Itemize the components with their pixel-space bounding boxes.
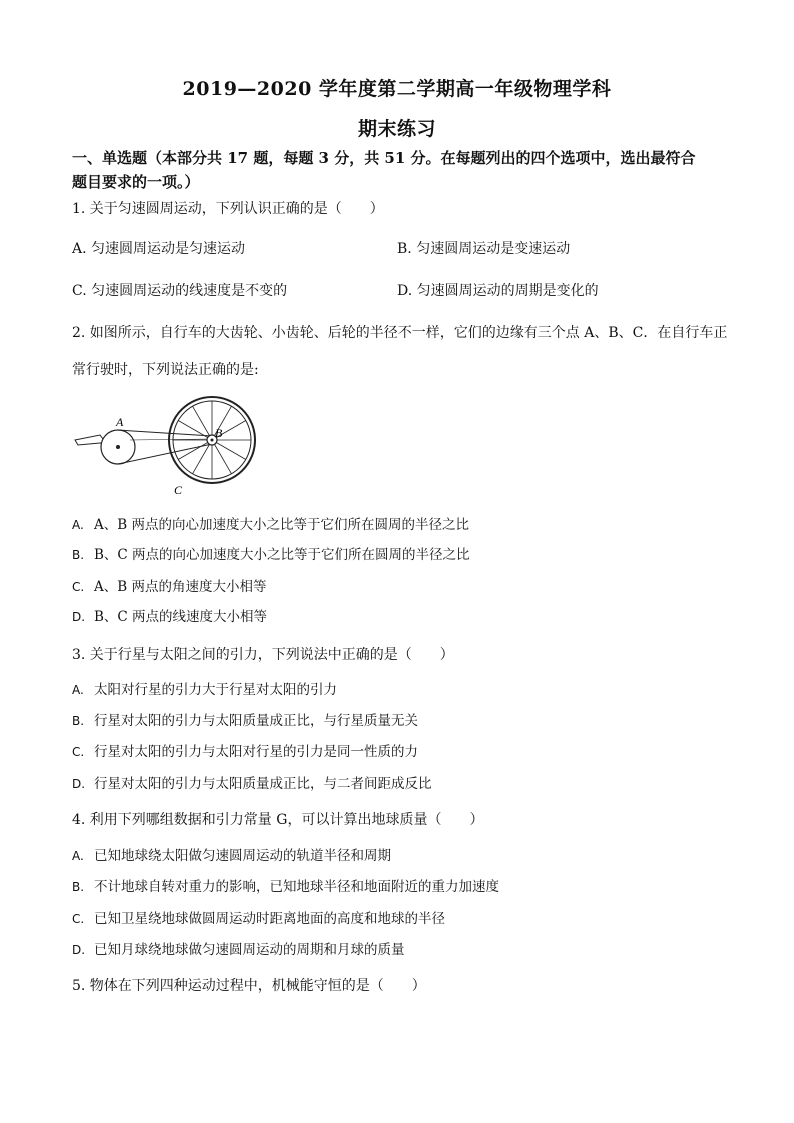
chain-top: [118, 430, 212, 436]
option-text: 匀速圆周运动是匀速运动: [91, 241, 246, 257]
option-letter: C.: [72, 283, 87, 299]
section-heading-line1: 一、单选题（本部分共 17 题，每题 3 分，共 51 分。在每题列出的四个选项中，选出最符合: [72, 149, 696, 167]
option-text: 匀速圆周运动是变速运动: [416, 241, 571, 257]
option-letter: A.: [72, 683, 84, 697]
question-4-option-b: [72, 877, 499, 897]
question-1-option-d: [397, 281, 599, 301]
option-text: A、B 两点的角速度大小相等: [94, 579, 267, 595]
option-letter: C.: [72, 580, 85, 594]
question-3-option-a: [72, 680, 337, 700]
question-3-option-b: [72, 711, 418, 731]
label-c: C: [174, 483, 183, 497]
question-1-option-b: [397, 239, 570, 259]
section-heading-line2: 题目要求的一项。）: [72, 173, 200, 191]
big-gear-axle: [116, 445, 120, 449]
option-text: A、B 两点的向心加速度大小之比等于它们所在圆周的半径之比: [94, 517, 469, 533]
option-text: 太阳对行星的引力大于行星对太阳的引力: [94, 682, 337, 698]
option-letter: B.: [72, 714, 85, 728]
question-2-option-b: [72, 545, 470, 565]
option-text: B、C 两点的向心加速度大小之比等于它们所在圆周的半径之比: [94, 547, 470, 563]
question-2-stem-line1: 2. 如图所示，自行车的大齿轮、小齿轮、后轮的半径不一样，它们的边缘有三个点 A、B、C．在自行车正: [72, 325, 728, 341]
option-text: B、C 两点的线速度大小相等: [94, 609, 268, 625]
option-text: 已知卫星绕地球做圆周运动时距离地面的高度和地球的半径: [94, 911, 445, 927]
option-letter: A.: [72, 241, 87, 257]
question-2-option-d: [72, 607, 267, 627]
question-2-option-a: [72, 515, 469, 535]
question-2-option-c: [72, 577, 266, 597]
question-1-option-c: [72, 281, 287, 301]
exam-title: 2019—2020 学年度第二学期高一年级物理学科: [182, 78, 612, 100]
question-3-option-d: [72, 774, 432, 794]
option-text: 已知月球绕地球做匀速圆周运动的周期和月球的质量: [94, 942, 405, 958]
option-text: 行星对太阳的引力与太阳质量成正比，与二者间距成反比: [94, 776, 432, 792]
hub: [211, 439, 214, 442]
exam-subtitle: 期末练习: [357, 118, 436, 140]
option-text: 已知地球绕太阳做匀速圆周运动的轨道半径和周期: [94, 848, 391, 864]
option-text: 不计地球自转对重力的影响，已知地球半径和地面附近的重力加速度: [94, 879, 499, 895]
label-a: A: [116, 415, 124, 429]
option-letter: C.: [72, 745, 85, 759]
option-text: 行星对太阳的引力与太阳对行星的引力是同一性质的力: [94, 744, 418, 760]
question-4-option-a: [72, 846, 391, 866]
option-letter: D.: [72, 777, 86, 791]
bicycle-gear-figure: [70, 395, 260, 505]
question-3-stem: 3. 关于行星与太阳之间的引力，下列说法中正确的是（ ）: [72, 647, 454, 663]
question-4-option-c: [72, 909, 445, 929]
question-4-option-d: [72, 940, 405, 960]
question-4-stem: 4. 利用下列哪组数据和引力常量 G，可以计算出地球质量（ ）: [72, 812, 484, 828]
section-heading: [72, 146, 732, 194]
question-1-stem: 1. 关于匀速圆周运动，下列认识正确的是（ ）: [72, 201, 384, 217]
option-letter: B.: [72, 880, 85, 894]
option-text: 匀速圆周运动的线速度是不变的: [91, 283, 288, 299]
option-text: 行星对太阳的引力与太阳质量成正比，与行星质量无关: [94, 713, 418, 729]
question-1-option-a: [72, 239, 245, 259]
question-3-option-c: [72, 742, 418, 762]
option-letter: D.: [72, 943, 86, 957]
label-b: B: [215, 426, 223, 440]
option-letter: B.: [72, 548, 85, 562]
option-text: 匀速圆周运动的周期是变化的: [416, 283, 599, 299]
option-letter: A.: [72, 518, 84, 532]
question-2-stem-line2: 常行驶时，下列说法正确的是:: [72, 362, 259, 378]
option-letter: D.: [397, 283, 413, 299]
option-letter: B.: [397, 241, 412, 257]
question-5-stem: 5. 物体在下列四种运动过程中，机械能守恒的是（ ）: [72, 978, 426, 994]
option-letter: C.: [72, 912, 85, 926]
option-letter: A.: [72, 849, 84, 863]
option-letter: D.: [72, 610, 86, 624]
